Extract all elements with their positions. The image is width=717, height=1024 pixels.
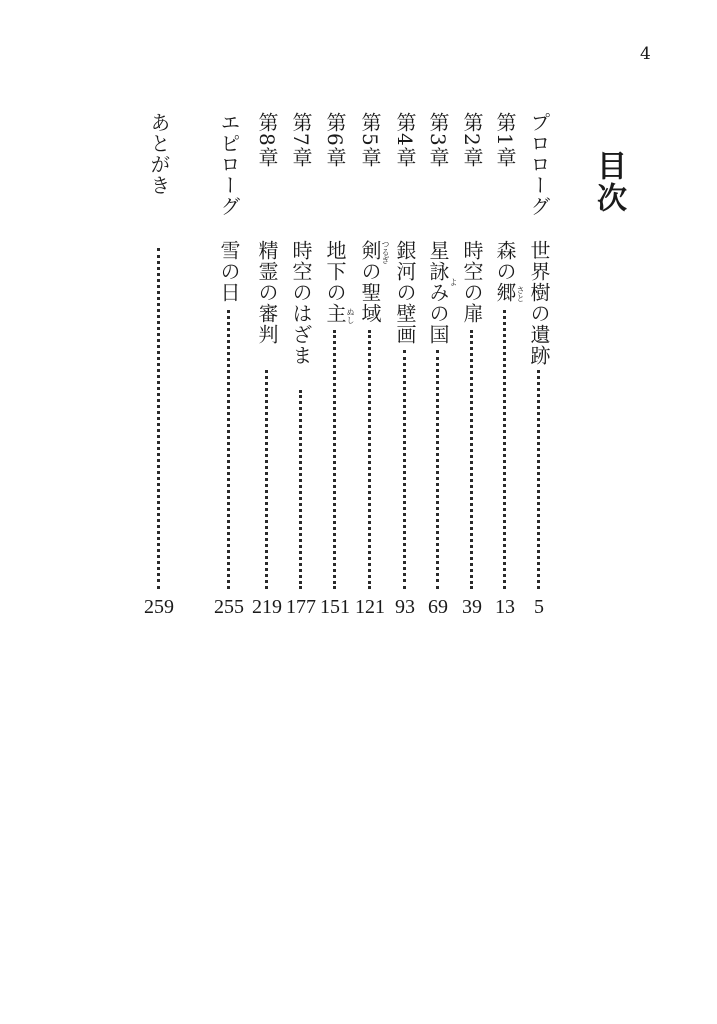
entry-page: 177 bbox=[286, 596, 316, 618]
page-number: 4 bbox=[640, 44, 651, 64]
entry-label: あとがき bbox=[147, 112, 171, 196]
toc-entry-epilogue bbox=[212, 112, 246, 617]
entry-page: 255 bbox=[214, 596, 244, 618]
toc-entry-chapter-5 bbox=[353, 112, 390, 618]
toc-title: 目次 bbox=[591, 150, 626, 214]
entry-label: 第6章 bbox=[323, 112, 347, 168]
toc-entry-chapter-8 bbox=[250, 112, 284, 617]
entry-title: 森の郷 bbox=[493, 240, 517, 303]
entry-label: 第4章 bbox=[393, 112, 417, 168]
leader-dots bbox=[503, 310, 506, 589]
toc-entry-chapter-1 bbox=[488, 112, 525, 618]
entry-ruby: さと bbox=[516, 286, 525, 302]
leader-dots bbox=[436, 350, 439, 589]
entry-label: 第5章 bbox=[358, 112, 382, 168]
entry-title: 時空のはざま bbox=[289, 240, 313, 366]
entry-page: 69 bbox=[428, 596, 448, 618]
leader-dots bbox=[299, 390, 302, 589]
entry-title: 地下の主 bbox=[323, 240, 347, 324]
leader-dots bbox=[265, 370, 268, 589]
entry-label: 第1章 bbox=[493, 112, 517, 168]
entry-title: 時空の扉 bbox=[460, 240, 484, 324]
entry-ruby: よ bbox=[449, 278, 458, 286]
entry-label: 第7章 bbox=[289, 112, 313, 168]
toc-entry-chapter-6 bbox=[318, 112, 355, 618]
leader-dots bbox=[470, 330, 473, 589]
entry-title: 精霊の審判 bbox=[255, 240, 279, 345]
entry-page: 93 bbox=[395, 596, 415, 618]
entry-label: 第8章 bbox=[255, 112, 279, 168]
entry-title: 銀河の壁画 bbox=[393, 240, 417, 345]
leader-dots bbox=[368, 330, 371, 589]
toc-entry-afterword bbox=[142, 112, 176, 617]
entry-label: エピローグ bbox=[217, 112, 241, 217]
entry-label: プロローグ bbox=[527, 112, 551, 217]
entry-page: 5 bbox=[534, 596, 544, 618]
leader-dots bbox=[333, 330, 336, 589]
leader-dots bbox=[157, 248, 160, 589]
entry-ruby: つるぎ bbox=[381, 240, 390, 264]
entry-ruby: ぬし bbox=[346, 308, 355, 324]
entry-page: 151 bbox=[320, 596, 350, 618]
toc-entry-chapter-3 bbox=[421, 112, 458, 618]
entry-title: 雪の日 bbox=[217, 240, 241, 303]
entry-title: 剣の聖域 bbox=[358, 240, 382, 324]
entry-page: 39 bbox=[462, 596, 482, 618]
entry-page: 219 bbox=[252, 596, 282, 618]
toc-entry-chapter-4 bbox=[388, 112, 422, 617]
leader-dots bbox=[227, 310, 230, 589]
entry-page: 259 bbox=[144, 596, 174, 618]
entry-label: 第2章 bbox=[460, 112, 484, 168]
toc-entry-chapter-2 bbox=[455, 112, 489, 617]
entry-title: 世界樹の遺跡 bbox=[527, 240, 551, 366]
entry-label: 第3章 bbox=[426, 112, 450, 168]
leader-dots bbox=[403, 350, 406, 589]
entry-page: 121 bbox=[355, 596, 385, 618]
toc-entry-prologue bbox=[522, 112, 556, 617]
entry-title: 星詠みの国 bbox=[426, 240, 450, 345]
leader-dots bbox=[537, 370, 540, 589]
entry-page: 13 bbox=[495, 596, 515, 618]
toc-entry-chapter-7 bbox=[284, 112, 318, 617]
